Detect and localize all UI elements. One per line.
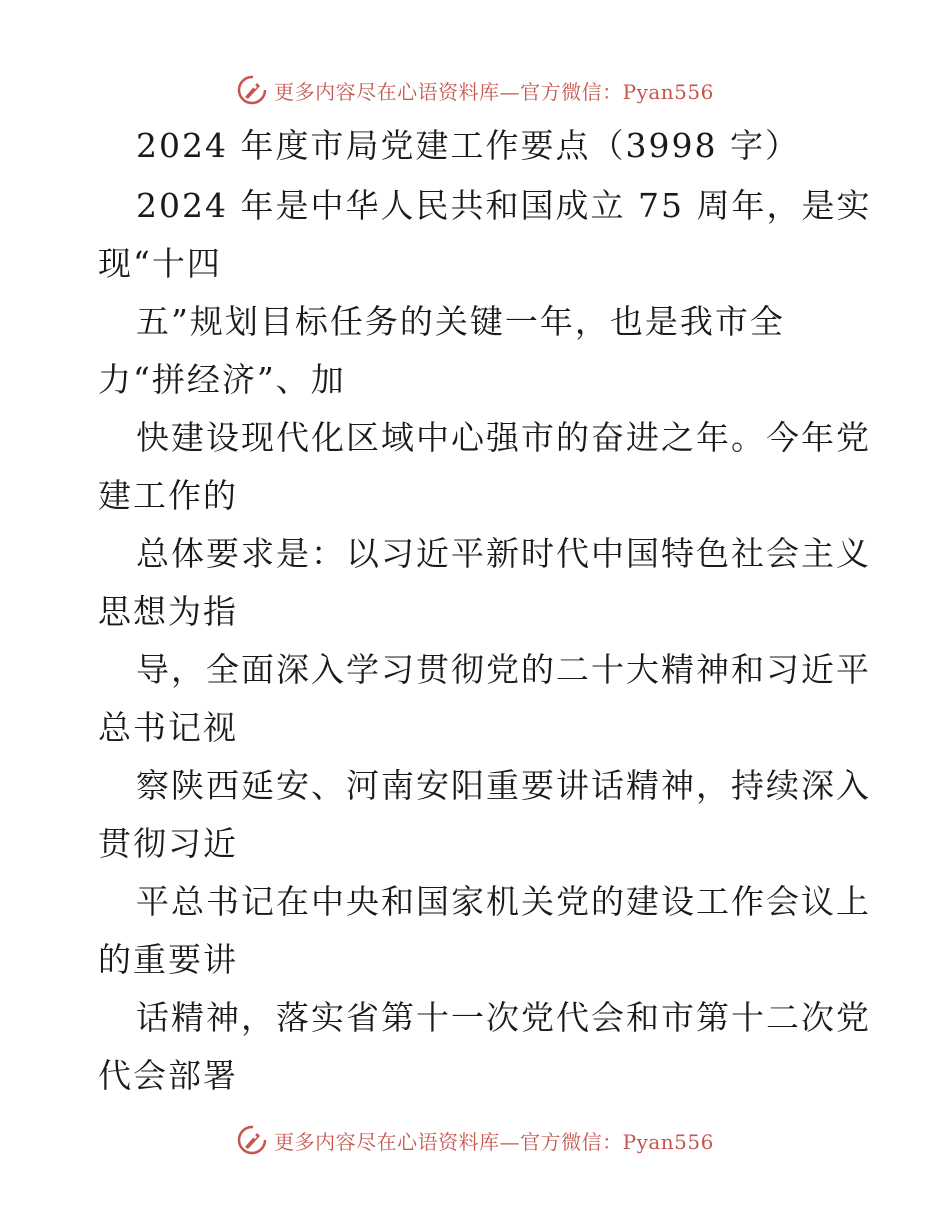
paragraph-line: 力“拼经济”、加: [98, 360, 346, 399]
pen-nib-circle-icon: [236, 74, 268, 106]
paragraph-line: 贯彻习近: [98, 824, 238, 863]
document-title: 2024 年度市局党建工作要点（3998 字）: [136, 126, 800, 165]
paragraph-line: 的重要讲: [98, 940, 238, 979]
paragraph-line: 总书记视: [98, 708, 238, 747]
watermark-text: 更多内容尽在心语资料库—官方微信：Pyan556: [274, 1129, 714, 1154]
pen-nib-circle-icon: [236, 1124, 268, 1156]
paragraph-line: 建工作的: [98, 476, 238, 515]
paragraph-line: 话精神，落实省第十一次党代会和市第十二次党: [136, 998, 871, 1037]
header-watermark-banner: [0, 70, 950, 110]
paragraph-line: 察陕西延安、河南安阳重要讲话精神，持续深入: [136, 766, 871, 805]
paragraph-line: 思想为指: [98, 592, 238, 631]
watermark-text: 更多内容尽在心语资料库—官方微信：Pyan556: [274, 79, 714, 104]
paragraph-line: 导，全面深入学习贯彻党的二十大精神和习近平: [136, 650, 871, 689]
paragraph-line: 代会部署: [98, 1056, 238, 1095]
paragraph-line: 五”规划目标任务的关键一年，也是我市全: [136, 302, 785, 341]
paragraph-line: 平总书记在中央和国家机关党的建设工作会议上: [136, 882, 871, 921]
paragraph-line: 快建设现代化区域中心强市的奋进之年。今年党: [136, 418, 871, 457]
paragraph-line: 2024 年是中华人民共和国成立 75 周年，是实: [136, 186, 872, 225]
footer-watermark-banner: [0, 1120, 950, 1160]
paragraph-line: 总体要求是：以习近平新时代中国特色社会主义: [136, 534, 871, 573]
paragraph-line: 现“十四: [98, 244, 222, 283]
